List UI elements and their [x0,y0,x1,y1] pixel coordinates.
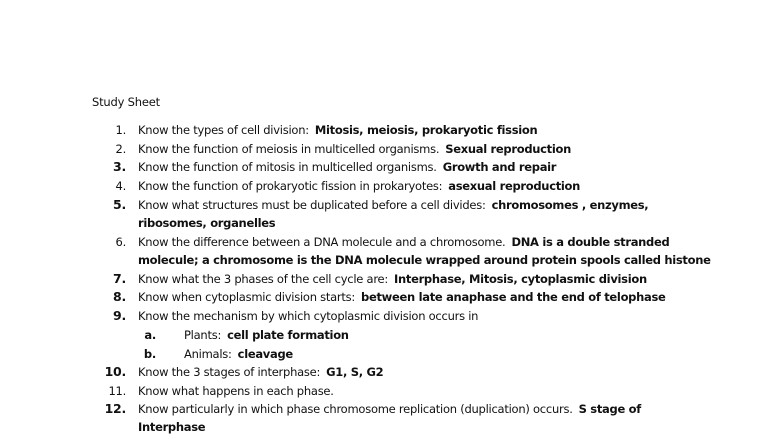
item-answer: Mitosis, meiosis, prokaryotic fission [314,123,538,137]
item-number: 7. [113,271,126,286]
item-question: Know particularly in which phase chromosome replication (duplication) occurs. S stage of [138,402,641,416]
item-question: Know the difference between a DNA molecule and a chromosome. DNA is a double stranded [138,234,670,249]
item-answer-continued: ribosomes, organelles [138,216,276,230]
item-answer: Interphase, Mitosis, cytoplasmic division [394,272,647,286]
item-question: Know the mechanism by which cytoplasmic division occurs in [138,309,479,323]
page-title: Study Sheet [92,95,160,109]
sub-item-letter: b. [143,346,156,361]
item-question: Know what happens in each phase. [138,383,334,398]
item-number: 12. [104,401,126,416]
item-question: Know the 3 stages of interphase: G1, S, G2 [138,365,384,379]
item-answer: DNA is a double stranded [511,234,670,249]
item-question: Know the function of mitosis in multicelled organisms. Growth and repair [138,160,557,174]
item-answer: S stage of [578,402,641,416]
item-question: Know the function of prokaryotic fission in prokaryotes: asexual reproduction [138,179,581,193]
item-answer: asexual reproduction [448,179,581,193]
item-answer: Growth and repair [442,160,557,174]
sub-item-question: Animals: cleavage [184,346,293,361]
item-question: Know what structures must be duplicated before a cell divides: chromosomes , enzymes, [138,198,649,212]
item-answer: chromosomes , enzymes, [491,198,649,212]
item-question: Know the types of cell division: Mitosis, meiosis, prokaryotic fission [138,123,538,137]
item-number: 10. [104,364,126,379]
item-question: Know what the 3 phases of the cell cycle are: Interphase, Mitosis, cytoplasmic division [138,272,647,286]
item-answer-continued: Interphase [138,420,206,434]
item-answer: between late anaphase and the end of telophase [361,290,666,304]
sub-item-answer: cell plate formation [227,328,349,342]
item-number: 11. [108,383,126,398]
sub-item-answer: cleavage [237,346,293,361]
item-number: 2. [115,141,126,156]
item-number: 5. [113,197,126,212]
item-number: 9. [113,308,126,323]
item-question: Know when cytoplasmic division starts: between late anaphase and the end of telophase [138,290,666,304]
item-number: 1. [115,123,126,137]
sub-item-question: Plants: cell plate formation [184,328,349,342]
item-number: 4. [115,179,126,193]
item-question: Know the function of meiosis in multicelled organisms. Sexual reproduction [138,141,571,156]
item-number: 3. [113,159,126,174]
item-answer: Sexual reproduction [445,141,571,156]
item-number: 6. [115,234,126,249]
item-number: 8. [113,289,126,304]
sub-item-letter: a. [144,328,156,342]
item-answer-continued: molecule; a chromosome is the DNA molecule wrapped around protein spools called histone [138,253,711,267]
item-answer: G1, S, G2 [326,365,384,379]
